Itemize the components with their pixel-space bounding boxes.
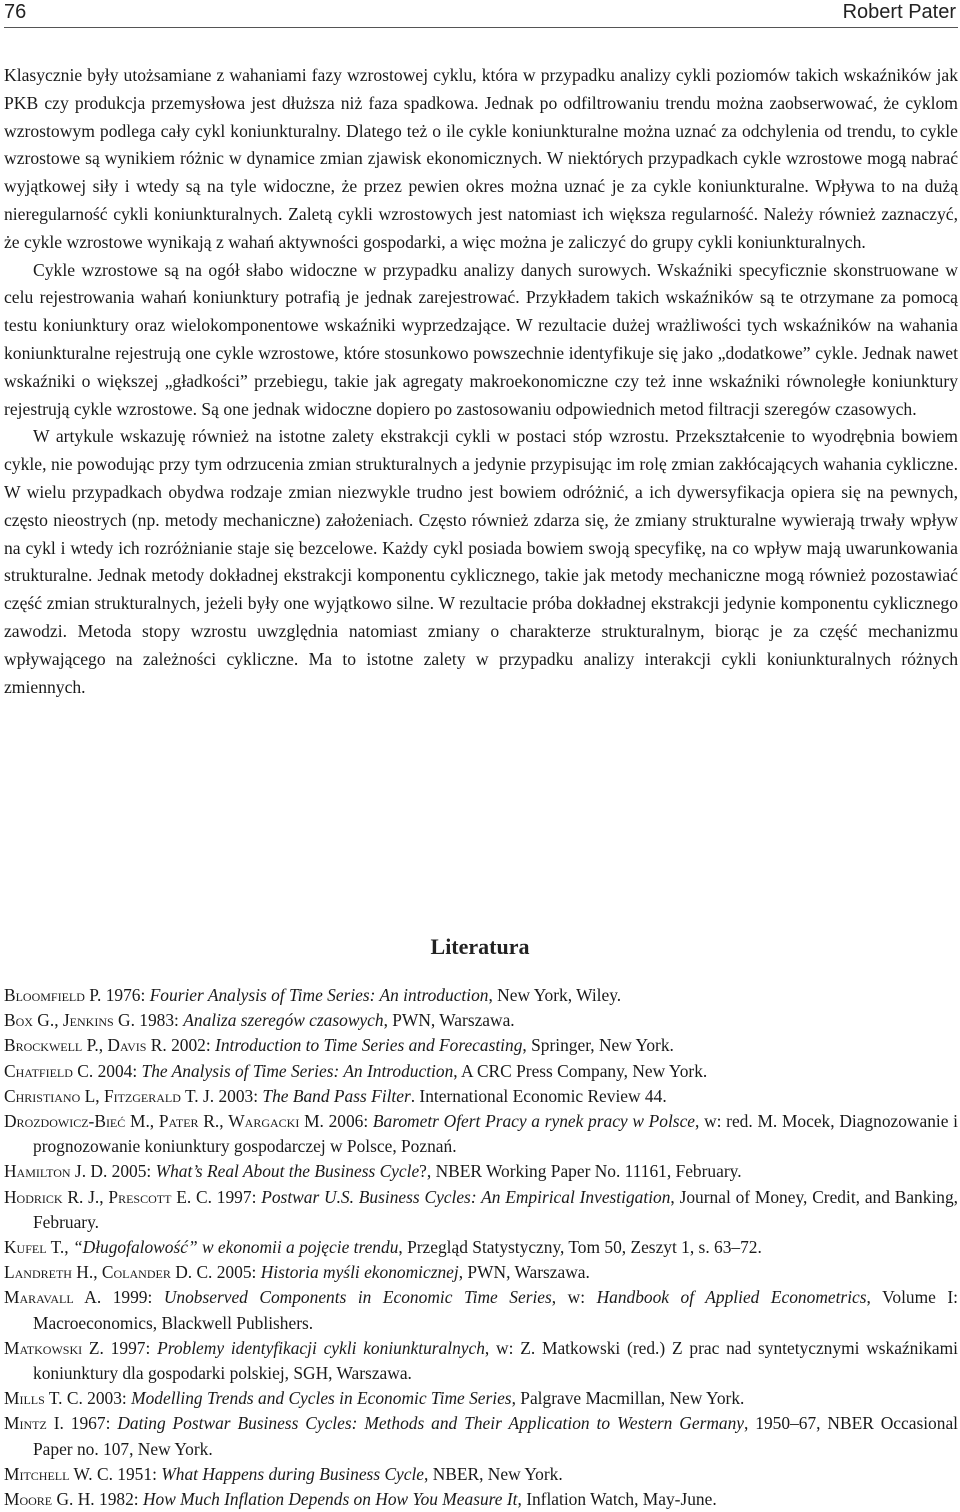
reference-text: , Przegląd Statystyczny, Tom 50, Zeszyt 1, s. 63–72. — [398, 1237, 762, 1258]
paragraph-2: Cykle wzrostowe są na ogół słabo widoczne w przypadku analizy danych surowych. Wskaźniki specyficznie skonstruowane w celu rejestrowania wahań koniunktury potrafią je jednak zarejestrować. Przykładem takich wskaźników są te otrzymane za pomocą testu koniunktury oraz wielokomponentowe wskaźniki wyprzedzające. W rezultacie dużej wrażliwości tych wskaźników na wahania koniunkturalne rejestrują one cykle wzrostowe, które stosunkowo powszechnie identyfikuje się jako „dodatkowe” cykle. Jednak nawet wskaźniki o większej „gładkości” przebiegu, takie jak agregaty makroekonomiczne czy też inne wskaźniki równoległe koniunktury rejestrują cykle wzrostowe. Są one jednak widoczne dopiero po zastosowaniu odpowiednich metod filtracji szeregów czasowych. — [4, 259, 958, 419]
reference-text: P. 1976: — [84, 985, 150, 1005]
reference-text: J. D. 2005: — [70, 1161, 156, 1182]
reference-entry — [4, 1008, 958, 1033]
page-number: 76 — [4, 1, 27, 23]
reference-text: . International Economic Review 44. — [410, 1085, 667, 1106]
reference-entry — [4, 1260, 958, 1285]
reference-entry — [4, 1159, 958, 1184]
reference-entry — [4, 1411, 958, 1461]
reference-title: Problemy identyfikacji cykli koniunkturalnych — [157, 1337, 485, 1358]
reference-entry — [4, 1084, 958, 1109]
reference-text: , Inflation Watch, May-June. — [517, 1489, 717, 1510]
reference-title: How Much Inflation Depends on How You Measure It — [142, 1489, 518, 1510]
reference-text: A. 1999: — [73, 1287, 164, 1308]
reference-title: Fourier Analysis of Time Series: An introduction — [149, 985, 489, 1005]
page-header — [0, 0, 960, 24]
running-head-author: Robert Pater — [842, 1, 956, 23]
reference-text: M., — [125, 1111, 159, 1132]
reference-entry — [4, 1462, 958, 1487]
reference-text: T. C. 2003: — [44, 1388, 132, 1409]
reference-author: Mills — [4, 1388, 45, 1409]
reference-text: G. H. 1982: — [52, 1489, 143, 1510]
reference-title: The Analysis of Time Series: An Introduction — [141, 1060, 454, 1081]
reference-title: “Długofalowość” w ekonomii a pojęcie trendu — [72, 1237, 399, 1258]
reference-title: Handbook of Applied Econometrics — [596, 1287, 867, 1308]
reference-text: T. J. 2003: — [180, 1085, 263, 1106]
reference-entry — [4, 1285, 958, 1335]
reference-text: M. 2006: — [299, 1111, 373, 1132]
reference-title: Unobserved Components in Economic Time Series — [163, 1287, 552, 1308]
reference-text: I. 1967: — [46, 1413, 118, 1434]
reference-text: , A CRC Press Company, New York. — [453, 1060, 708, 1081]
reference-text: G., — [32, 1010, 63, 1031]
reference-entry — [4, 1033, 958, 1058]
reference-author: Fitzgerald — [103, 1085, 181, 1106]
reference-text: T., — [46, 1237, 73, 1258]
reference-text: , Palgrave Macmillan, New York. — [511, 1388, 745, 1409]
reference-title: What Happens during Business Cycle — [161, 1463, 425, 1484]
reference-text: R. 2002: — [146, 1035, 216, 1056]
reference-entry — [4, 1386, 958, 1411]
reference-author: Maravall — [4, 1287, 74, 1308]
paragraph-1: Klasycznie były utożsamiane z wahaniami fazy wzrostowej cyklu, która w przypadku analizy cykli poziomów takich wskaźników jak PKB czy produkcja przemysłowa jest dłuższa niż faza spadkowa. Jednak po odfiltrowaniu trendu można zaobserwować, że cyklom wzrostowym podlega cały cykl koniunkturalny. Dlatego też o ile cykle koniunkturalne można uznać za odchylenia od trendu, to cykle wzrostowe są wynikiem różnic w dynamice zmian zjawisk ekonomicznych. W niektórych przypadkach cykle wzrostowe mogą nabrać wyjątkowej siły i wtedy są na tyle widoczne, że przez pewien okres można uznać je za cykle koniunkturalne. Wpływa to na dużą nieregularność cykli koniunkturalnych. Zaletą cykli wzrostowych jest natomiast ich większa regularność. Należy również zaznaczyć, że cykle wzrostowe wynikają z wahań aktywności gospodarki, a więc można je zaliczyć do grupy cykli koniunkturalnych. — [4, 65, 958, 252]
reference-text: , w: Z. Matkowski (red.) Z prac nad syntetycznymi wskaźnikami koniunktury dla gospodarki polskiej, SGH, Warszawa. — [33, 1337, 958, 1384]
paragraph-3: W artykule wskazuję również na istotne zalety ekstrakcji cykli w postaci stóp wzrostu. Przekształcenie to wyodrębnia bowiem cykle, nie powodując przy tym odrzucenia zmian strukturalnych a jedynie przypisując im rolę zmian zakłócających wahania cykliczne. W wielu przypadkach obydwa rodzaje zmian niezwykle trudno jest bowiem odróżnić, a ich dywersyfikacja opiera się na pewnych, często nieostrych (np. metody mechaniczne) założeniach. Często również zdarza się, że zmiany strukturalne wywierają trwały wpływ na cykl i wtedy ich rozróżnianie staje się bezcelowe. Każdy cykl posiada bowiem swoją specyfikę, na co wpływ mają uwarunkowania strukturalne. Jednak metody dokładnej ekstrakcji komponentu cyklicznego, takie jak metody mechaniczne mogą również pozostawiać część zmian strukturalnych, jeżeli były one wyjątkowo silne. W rezultacie próba dokładnej ekstrakcji jedynie komponentu cyklicznego zawodzi. Metoda stopy wzrostu uwzględnia natomiast zmiany o charakterze strukturalnym, biorąc je za część mechanizmu wpływającego na zależności cykliczne. Ma to istotne zalety w przypadku analizy interakcji cykli koniunkturalnych różnych zmiennych. — [4, 426, 958, 697]
reference-entry — [4, 1109, 958, 1159]
reference-text: , Journal of Money, Credit, and Banking, February. — [33, 1186, 959, 1232]
reference-title: Introduction to Time Series and Forecasting — [215, 1035, 523, 1056]
reference-text: D. C. 2005: — [170, 1262, 261, 1283]
reference-text: L, — [80, 1085, 104, 1106]
reference-entry — [4, 983, 958, 1008]
reference-author: Chatfield — [4, 1060, 73, 1081]
reference-entry — [4, 1487, 958, 1512]
reference-text: , w: — [551, 1287, 597, 1308]
header-rule — [4, 27, 958, 28]
reference-entry — [4, 1185, 958, 1235]
reference-author: Mitchell — [4, 1463, 70, 1484]
reference-author: Colander — [101, 1262, 171, 1283]
reference-entry — [4, 1235, 958, 1260]
reference-text: Z. 1997: — [82, 1337, 158, 1358]
reference-author: Brockwell — [4, 1035, 83, 1056]
reference-author: Wargacki — [228, 1111, 300, 1132]
reference-author: Kufel — [4, 1237, 47, 1258]
reference-title: Historia myśli ekonomicznej — [260, 1262, 459, 1283]
reference-title: What’s Real About the Business Cycle — [155, 1161, 420, 1182]
reference-text: ?, NBER Working Paper No. 11161, February. — [419, 1161, 742, 1182]
reference-text: G. 1983: — [113, 1010, 184, 1031]
reference-text: , w: red. M. Mocek, Diagnozowanie i prognozowanie koniunktury gospodarczej w Polsce, Poznań. — [33, 1111, 958, 1157]
body-text — [4, 62, 958, 701]
reference-author: Pater — [158, 1111, 199, 1132]
reference-author: Jenkins — [62, 1010, 114, 1031]
reference-author: Bloomfield — [4, 985, 85, 1005]
reference-author: Prescott — [108, 1186, 172, 1207]
reference-text: R. J., — [62, 1186, 109, 1207]
reference-title: The Band Pass Filter — [262, 1085, 411, 1106]
reference-author: Mintz — [4, 1413, 47, 1434]
reference-title: Barometr Ofert Pracy a rynek pracy w Polsce — [372, 1111, 696, 1132]
reference-author: Christiano — [4, 1085, 81, 1106]
reference-title: Postwar U.S. Business Cycles: An Empirical Investigation — [261, 1186, 671, 1207]
reference-title: Analiza szeregów czasowych — [183, 1010, 384, 1031]
reference-text: H., — [71, 1262, 102, 1283]
reference-text: P., — [82, 1035, 108, 1056]
literature-heading: Literatura — [430, 934, 530, 959]
reference-text: , NBER, New York. — [424, 1463, 563, 1484]
reference-text: , Volume I: Macroeconomics, Blackwell Publishers. — [33, 1287, 958, 1333]
reference-title: Dating Postwar Business Cycles: Methods and Their Application to Western Germany — [117, 1413, 745, 1434]
reference-text: , PWN, Warszawa. — [458, 1262, 590, 1283]
reference-text: R., — [198, 1111, 229, 1132]
reference-author: Hamilton — [4, 1161, 71, 1182]
reference-text: , New York, Wiley. — [488, 985, 622, 1005]
reference-title: Modelling Trends and Cycles in Economic Time Series — [131, 1388, 512, 1409]
reference-author: Davis — [107, 1035, 147, 1056]
reference-author: Drozdowicz-Bieć — [4, 1111, 126, 1132]
reference-entry — [4, 1059, 958, 1084]
reference-author: Moore — [4, 1489, 53, 1510]
reference-text: E. C. 1997: — [171, 1186, 262, 1207]
reference-author: Matkowski — [4, 1337, 83, 1358]
reference-author: Box — [4, 1010, 33, 1031]
reference-text: C. 2004: — [72, 1060, 142, 1081]
reference-author: Landreth — [4, 1262, 72, 1283]
reference-text: , 1950–67, NBER Occasional Paper no. 107, New York. — [33, 1413, 958, 1459]
reference-text: , Springer, New York. — [522, 1035, 674, 1056]
reference-entry — [4, 1336, 958, 1386]
reference-list — [4, 983, 958, 1512]
reference-text: W. C. 1951: — [69, 1463, 162, 1484]
reference-text: , PWN, Warszawa. — [383, 1010, 515, 1031]
reference-author: Hodrick — [4, 1186, 63, 1207]
